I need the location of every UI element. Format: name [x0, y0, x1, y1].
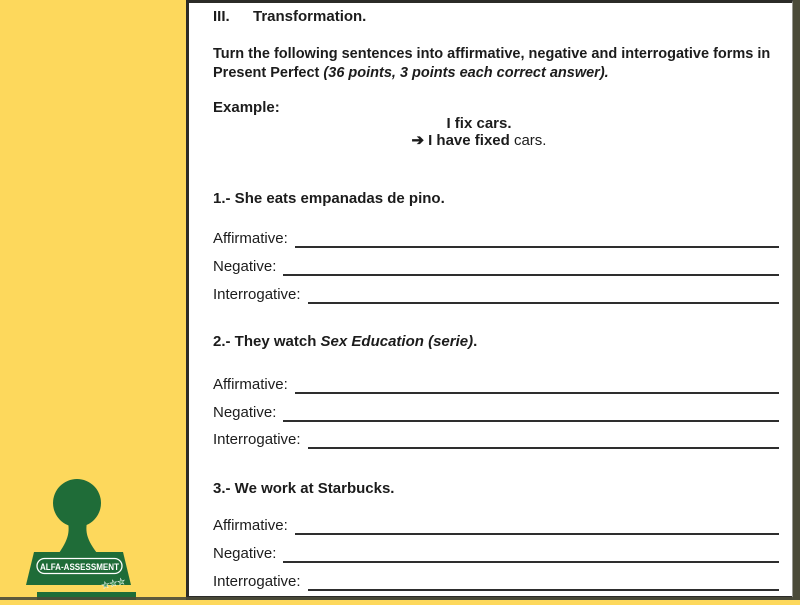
question-3-text: We work at Starbucks. — [230, 480, 395, 497]
q2-affirmative-row — [213, 375, 779, 394]
q1-negative-blank-line — [283, 258, 779, 276]
worksheet-page — [186, 0, 793, 600]
section-number: III. — [213, 8, 230, 25]
section-heading — [213, 8, 366, 25]
interrogative-label: Interrogative: — [213, 573, 301, 590]
negative-label: Negative: — [213, 404, 277, 421]
example-block — [199, 115, 759, 149]
q2-interrogative-row — [213, 430, 779, 449]
instructions-paragraph — [213, 45, 771, 83]
q2-negative-row — [213, 403, 779, 422]
image-right-border — [793, 0, 800, 600]
stamp-stars: ★★★ — [100, 575, 127, 591]
q1-interrogative-blank-line — [308, 286, 779, 304]
example-source-sentence: I fix cars. — [446, 115, 512, 132]
negative-label: Negative: — [213, 545, 277, 562]
instructions-text: Turn the following sentences into affirmative, negative and interrogative forms in Present Perfect — [213, 46, 771, 82]
q1-affirmative-row — [213, 229, 779, 248]
question-1-number: 1.- — [213, 190, 231, 207]
example-label: Example: — [213, 99, 280, 116]
q3-negative-row — [213, 544, 779, 563]
question-3-number: 3.- — [213, 480, 231, 497]
interrogative-label: Interrogative: — [213, 286, 301, 303]
affirmative-label: Affirmative: — [213, 230, 288, 247]
question-2-heading — [213, 333, 477, 350]
q3-affirmative-blank-line — [295, 517, 779, 535]
example-answer-line — [199, 132, 759, 149]
stamp-label-text: ALFA-ASSESSMENT — [40, 562, 120, 573]
question-2-number: 2.- — [213, 333, 231, 350]
instructions-points: (36 points, 3 points each correct answer). — [323, 65, 609, 82]
affirmative-label: Affirmative: — [213, 517, 288, 534]
question-2-suffix: . — [473, 333, 478, 350]
q1-affirmative-blank-line — [295, 230, 779, 248]
question-3-heading — [213, 480, 394, 497]
affirmative-label: Affirmative: — [213, 376, 288, 393]
question-2-text: They watch — [230, 333, 321, 350]
question-1-heading — [213, 190, 445, 207]
q3-negative-blank-line — [283, 545, 779, 563]
question-2-italic: Sex Education (serie) — [320, 333, 474, 350]
alfa-assessment-stamp-logo — [15, 455, 185, 600]
q3-interrogative-row — [213, 572, 779, 591]
example-answer-rest: cars. — [509, 132, 547, 149]
stamp-graphic — [15, 455, 185, 600]
interrogative-label: Interrogative: — [213, 431, 301, 448]
q2-affirmative-blank-line — [295, 376, 779, 394]
question-1-text: She eats empanadas de pino. — [230, 190, 445, 207]
q2-interrogative-blank-line — [308, 431, 779, 449]
section-title: Transformation. — [253, 8, 367, 25]
q2-negative-blank-line — [283, 404, 779, 422]
arrow-right-icon: ➔ — [411, 132, 425, 149]
q1-interrogative-row — [213, 285, 779, 304]
q3-interrogative-blank-line — [308, 573, 779, 591]
q3-affirmative-row — [213, 516, 779, 535]
negative-label: Negative: — [213, 258, 277, 275]
example-answer-bold: I have fixed — [428, 132, 510, 149]
q1-negative-row — [213, 257, 779, 276]
